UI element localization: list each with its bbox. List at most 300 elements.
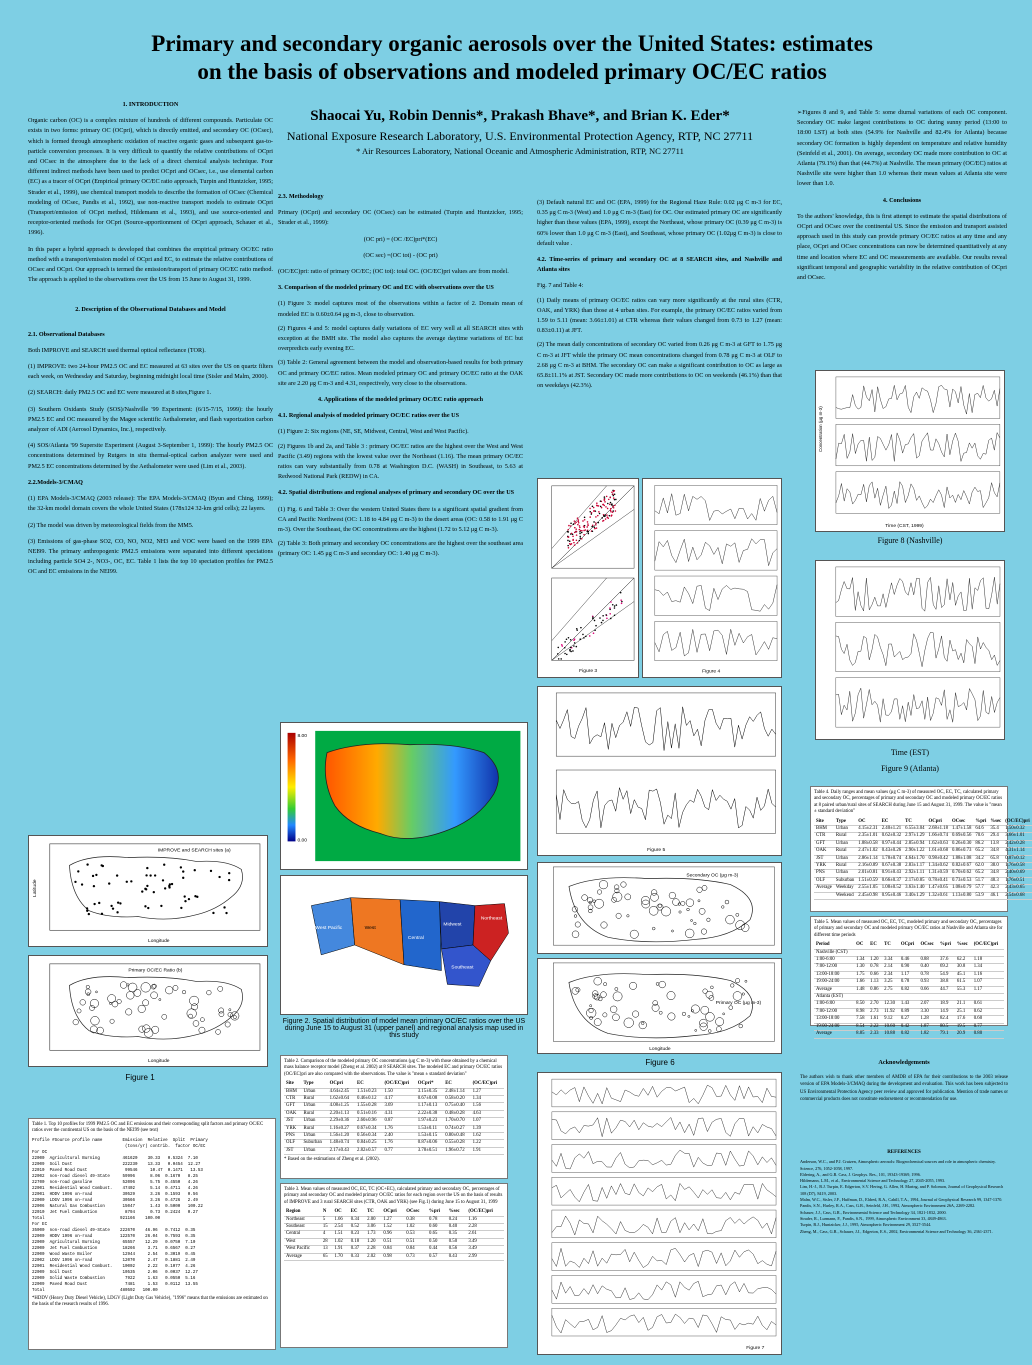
table-cell: Nashville (CST) — [814, 949, 854, 956]
table-cell: 1.73 — [365, 1231, 381, 1238]
scatter-point — [615, 510, 617, 512]
table-cell: West Pacific — [284, 1246, 321, 1253]
table-cell: 1.34 — [972, 964, 1004, 971]
table-cell: 1.56±1.20 — [328, 1133, 355, 1140]
column-header: OC — [856, 819, 879, 826]
table-cell: 1.47±0.65 — [928, 885, 948, 891]
site-marker — [100, 864, 102, 866]
table-cell: 2.86±1.14 — [858, 855, 878, 861]
table-cell — [938, 949, 955, 956]
table-cell: 1.27 — [471, 1088, 504, 1095]
figure-6a-map — [537, 862, 782, 954]
scatter-point — [594, 629, 596, 631]
table-cell: JST — [814, 855, 834, 862]
table-cell: BHM — [814, 826, 834, 833]
site-marker — [146, 885, 148, 887]
table-cell: 1.88±1.08 — [951, 855, 972, 861]
table-cell: 38.0 — [988, 863, 1003, 870]
table-cell: Urban — [301, 1103, 327, 1110]
scatter-point — [570, 639, 572, 641]
table-cell: 2.54 — [332, 1224, 348, 1231]
table-cell: 0.77 — [382, 1147, 415, 1154]
table-cell: 2.61 — [466, 1231, 504, 1238]
panel-frame — [552, 1308, 776, 1336]
table-cell: 0.88 — [918, 957, 938, 964]
scatter-point — [593, 510, 595, 512]
table-cell — [899, 949, 919, 956]
table-cell: 3.66±1.01 — [1003, 833, 1032, 840]
s23-paragraph-1: Primary (OCpri) and secondary OC (OCsec) can be estimated (Turpin and Huntzicker, 1995; Strader et al., 1999): — [278, 209, 523, 227]
scatter-point — [574, 638, 576, 640]
col3-paragraph-3: (3) Default natural EC and OC (EPA, 1999) for the Regional Haze Rule: 0.02 μg C m-3 for EC, 0.35 μg C m-3 (West) and 1.0 μg C m-3 (East) for OC. Our estimated primary OC are significantly higher than these values (EPA, 1999), except the Northeast, whose primary OC (0.39 μg C m-3) is 60% lower than 1.0 μg C m-3 (East), and Southeast, whose primary OC (1.02μg C m-3) is close to default value . — [537, 199, 782, 247]
s22-paragraph-1: (1) EPA Models-3/CMAQ (2003 release): The EPA Models-3/CMAQ (Byun and Ching, 1999); the 32-km model domain covers the whole United States (178x124 32-km grid cells); 22 layers. — [28, 495, 273, 513]
table-cell: 3.15±0.35 — [416, 1088, 443, 1095]
column-header: OC — [332, 1209, 348, 1216]
scatter-point — [573, 645, 575, 647]
table-cell: 0.73 — [404, 1253, 427, 1260]
table-cell: 10.60 — [882, 1023, 899, 1030]
figure-1a-xlabel: Longitude — [148, 939, 170, 945]
table-cell: 2.85±0.94 — [905, 840, 925, 846]
table-cell: YRK — [814, 863, 834, 870]
table-cell: 0.65 — [427, 1231, 447, 1238]
table-cell: 0.37 — [349, 1246, 365, 1253]
table-cell: 2.28 — [466, 1224, 504, 1231]
table-cell: 14.9 — [938, 1008, 955, 1015]
table-cell: Weekday — [834, 885, 856, 892]
scatter-point — [597, 522, 599, 524]
table-cell: Urban — [301, 1147, 327, 1154]
references-heading: REFERENCES — [887, 1150, 921, 1155]
scatter-point — [610, 510, 612, 512]
column-header: %sec — [955, 942, 972, 949]
scatter-point — [614, 505, 616, 507]
scatter-point — [567, 536, 569, 538]
site-marker — [182, 877, 184, 879]
scatter-point — [603, 515, 605, 517]
table-cell: 13.8 — [988, 840, 1003, 847]
table-cell: 1.34 — [471, 1096, 504, 1103]
table-cell: CTR — [814, 833, 834, 840]
table-cell: 1.32±0.61 — [928, 892, 948, 898]
table-cell: 30.8 — [955, 964, 972, 971]
scatter-point — [574, 523, 576, 525]
scatter-point — [599, 617, 601, 619]
table-cell: 2.90±1.22 — [905, 848, 925, 854]
region-midwest: Midwest — [443, 922, 462, 928]
scatter-point — [583, 637, 585, 639]
table-3 — [280, 1183, 508, 1348]
table-cell: Urban — [301, 1088, 327, 1095]
column-header: OCpri — [328, 1081, 355, 1088]
scatter-point — [606, 496, 608, 498]
scatter-point — [605, 518, 607, 520]
column-header: OCsec — [404, 1209, 427, 1216]
scatter-point — [613, 507, 615, 509]
table-cell: 18.9 — [938, 1001, 955, 1008]
table-cell: Suburban — [835, 877, 855, 883]
acknowledgements-block — [800, 1052, 1008, 1109]
column-header: EC — [349, 1209, 365, 1216]
site-marker — [164, 887, 166, 889]
table-row — [284, 1238, 504, 1245]
table-cell: 0.87 — [382, 1118, 415, 1125]
table-cell: 0.55±0.28 — [443, 1140, 470, 1147]
scatter-point — [612, 506, 614, 508]
acknowledgements-text: The authors wish to thank other members of AMDB of EPA for their contributions to the 2003 release version of EPA Models-3/CMAQ during the development and evaluation. This work has been subjected to US Environmental Protection Agency peer review and approved for publication. Mention of trade names or commercial products does not constitute endorsement or recommendation for use. — [800, 1075, 1008, 1102]
table-cell: 0.66 — [918, 986, 938, 993]
s43-paragraph-0: Fig. 7 and Table 4: — [537, 282, 584, 290]
table-cell: OLF — [284, 1140, 301, 1147]
table-cell: 0.90 — [899, 964, 919, 971]
column-header: %pri — [938, 942, 955, 949]
scatter-point — [575, 521, 577, 523]
site-marker — [93, 885, 95, 887]
table-cell: West — [284, 1238, 321, 1245]
table-cell: Rural — [301, 1096, 327, 1103]
table-row — [814, 957, 1004, 964]
table-cell: GFT — [814, 840, 834, 847]
table-cell: 2.40±0.69 — [1003, 870, 1032, 877]
figure-3-label: Figure 3 — [579, 669, 598, 675]
table-cell: 65.2 — [973, 848, 988, 855]
table-cell: 2.22 — [868, 1023, 882, 1030]
table-cell: 1.76 — [382, 1125, 415, 1132]
site-marker — [188, 898, 190, 900]
site-marker — [182, 870, 184, 872]
scatter-point — [574, 642, 576, 644]
intro-paragraph-1: Organic carbon (OC) is a complex mixture of hundreds of different compounds. Particulate OC exists in two forms: primary OC (OCpri), which is directly emitted, and secondary OC (OCsec), which is formed through atmospheric oxidation of reactive organic gases and subsequent gas-to-particle conversion processes. It is very difficult to quantify the relative contributions of OCpri and OCsec in the atmosphere due to the lack of a direct chemical analysis technique. Four different indirect methods have been used to predict OCpri and OCsec, i.e., use elemental carbon (EC) as a tracer of OCpri (Empirical primary OC/EC ratio approach, Turpin and Huntzicker, 1995; Strader et al., 1999), use chemical transport models to describe the formation of OCsec (Chemical modeling of OCsec, Pandis et al., 1992), use non-reactive transport models to estimate OCpri (Transport/emission of OCpri method, Hildemann et al., 1993), and use source-oriented and receptor-oriented methods for OCpri (Source-apportionment of OCpri approach, Schauer et al., 1996). — [28, 117, 273, 237]
figure-8-ylabel: Concentration (μg m-3) — [818, 406, 824, 452]
table-cell: 0.84 — [404, 1246, 427, 1253]
table-cell: 79.1 — [938, 1031, 955, 1038]
scatter-point — [568, 525, 570, 527]
scatter-point — [592, 616, 594, 618]
site-marker — [180, 907, 182, 909]
table-2-note: * Based on the estimations of Zheng et al. (2002). — [284, 1157, 380, 1163]
column-header: OCpri* — [416, 1081, 443, 1088]
panel-frame — [655, 621, 777, 660]
scatter-point — [609, 613, 611, 615]
scatter-point — [576, 629, 578, 631]
table-cell: 0.56±0.34 — [355, 1133, 382, 1140]
intro-paragraph-2: In this paper a hybrid approach is developed that combines the empirical primary OC/EC ratio method with a transport/emission model of OCpri and EC, to estimate the relative contributions of OCsec and OCpri. Our approach is termed the emission/transport of primary OC/EC ratio method. The approach is applied to the observations over the US from 15 June to August 31, 1999. — [28, 245, 273, 284]
table-cell: 2.73 — [868, 1008, 882, 1015]
column-header: OC — [854, 942, 868, 949]
table-cell: 2.82±0.57 — [355, 1147, 382, 1154]
table-cell: 2.55±1.05 — [858, 885, 878, 891]
table-cell: Average — [814, 1031, 854, 1038]
table-cell: 2.68±1.18 — [928, 826, 948, 832]
table-cell: OAK — [284, 1110, 301, 1117]
table-4-grid — [814, 819, 1032, 900]
col4-figures-8-9-body: Figures 8 and 9, and Table 5: some diurnal variations of each OC component. Secondary OC make largest contributions to OC during sunny period (13:00 to 18:00 LST) at both sites (54.9% for Nashville and 82.4% for Atlanta) because secondary OC formation is highly dependent on temperature and relative humidity (Seinfeld et al., 2001). On average, secondary OC made more contribution to OC at Atlanta (79.1%) than that (44.7%) at Nashville. The mean primary (OC/EC) ratios at Nashville site were higher than 1.0 whereas their mean values at Atlanta site were lower than 1.0. — [797, 109, 1007, 188]
table-cell: 13 — [321, 1246, 333, 1253]
table-cell: 2.83±1.17 — [905, 863, 925, 869]
table-cell: 34.8 — [988, 870, 1003, 877]
scatter-point — [570, 525, 572, 527]
table-cell — [899, 994, 919, 1001]
site-marker — [146, 867, 148, 869]
title-line-2: on the basis of observations and modeled primary OC/EC ratios — [197, 59, 827, 84]
scatter-point — [595, 625, 597, 627]
table-cell: 64.6 — [973, 826, 988, 833]
figure-7-timeseries — [537, 1072, 782, 1355]
table-cell: 1.13 — [868, 979, 882, 986]
table-4-caption: Table 4. Daily ranges and mean values (μg C m-3) of measured OC, EC, TC, calculated primary and secondary OC, percentages of primary and secondary OC and modeled primary OC/EC ratios at 8 paired urban/rural sites of SEARCH during June 15 and August 31, 1999. The value is "mean ± standard deviation" — [814, 790, 1003, 815]
column-header: EC — [880, 819, 903, 826]
figure-6-label: Figure 6 — [645, 1058, 675, 1067]
scatter-point — [604, 501, 606, 503]
site-marker — [194, 869, 196, 871]
table-cell: 0.51 — [381, 1238, 404, 1245]
table-cell: 0.91±0.43 — [881, 870, 902, 876]
figure-2b-svg — [281, 876, 527, 1014]
site-marker — [86, 907, 88, 909]
scatter-point — [596, 527, 598, 529]
scatter-point — [596, 504, 598, 506]
table-cell: Rural — [834, 863, 856, 870]
scatter-point — [579, 525, 581, 527]
scatter-point — [600, 500, 602, 502]
table-cell: 0.84±0.25 — [355, 1140, 382, 1147]
s3-item-2: (2) Figures 4 and 5: model captures daily variations of EC very well at all SEARCH sites with exception at the BMH site. The model also captures the average daytime variations of EC but overpredicts early evening EC. — [278, 324, 523, 353]
scatter-point — [596, 502, 598, 504]
table-cell: 4.08±1.25 — [328, 1103, 355, 1110]
site-marker — [93, 903, 95, 905]
table-cell: Central — [284, 1231, 321, 1238]
figure-1b-xlabel: Longitude — [148, 1059, 170, 1065]
table-cell: 3.30 — [918, 1008, 938, 1015]
table-cell: 0.50 — [447, 1238, 467, 1245]
column-header: %pri — [427, 1209, 447, 1216]
table-cell: 0.33 — [349, 1253, 365, 1260]
scatter-point — [579, 536, 581, 538]
table-cell: 0.61 — [972, 1001, 1004, 1008]
table-cell: 2.42±0.28 — [1003, 840, 1032, 847]
scatter-point — [613, 495, 615, 497]
table-cell: 2.01±0.81 — [858, 870, 878, 876]
figure-7-label: Figure 7 — [746, 1345, 765, 1351]
table-cell: 0.87±0.06 — [416, 1140, 443, 1147]
scatter-point — [610, 502, 612, 504]
table-cell: 11.92 — [882, 1008, 899, 1015]
references-block — [800, 1150, 1008, 1235]
table-cell: 0.89 — [899, 1008, 919, 1015]
table-cell: 1.66 — [854, 979, 868, 986]
table-cell: 61.5 — [955, 979, 972, 986]
column-header: OCpri — [899, 942, 919, 949]
section-2-3-heading: 2.3. Methodology — [278, 193, 324, 200]
table-cell: 38.8 — [938, 979, 955, 986]
table-cell: 0.46 — [899, 957, 919, 964]
table-cell: 1.88±0.58 — [858, 840, 878, 846]
scatter-point — [614, 499, 616, 501]
table-cell: 0.74±0.27 — [443, 1125, 470, 1132]
figure-4-timeseries — [642, 478, 782, 678]
figure-8-svg — [816, 371, 1004, 531]
figure-8-caption: Figure 8 (Nashville) — [877, 536, 943, 545]
table-cell: 3.78±0.51 — [416, 1147, 443, 1154]
figure-8-xlabel: Time (CST, 1999) — [885, 524, 924, 530]
table-row — [814, 1001, 1004, 1008]
scatter-point — [589, 508, 591, 510]
reference-item: Turpin, B.J., Huntzicker, J.J., 1995, Atmospheric Environment 29, 3527-3544. — [800, 1222, 932, 1228]
table-cell: 1.43 — [899, 1001, 919, 1008]
table-cell: 54.9 — [938, 971, 955, 978]
table-cell: 0.35 — [447, 1231, 467, 1238]
scatter-point — [557, 653, 559, 655]
table-cell: 0.67±0.08 — [416, 1096, 443, 1103]
table-cell: Southeast — [284, 1224, 321, 1231]
reference-item: Eldering, A., and G.R. Cass, J. Geophys. Res., 101, 19343-19369, 1996. — [800, 1171, 921, 1177]
scatter-point — [611, 515, 613, 517]
table-cell: 0.80 — [972, 1031, 1004, 1038]
scatter-point — [607, 516, 609, 518]
scatter-point — [599, 513, 601, 515]
table-row — [814, 986, 1004, 993]
figure-9-svg — [816, 561, 1004, 739]
equation-1: (OC pri) = (OC /EC)pri*(EC) — [363, 235, 438, 243]
scatter-point — [573, 523, 575, 525]
table-row — [814, 1008, 1004, 1015]
column-header: Site — [814, 819, 834, 826]
table-cell: Average — [284, 1253, 321, 1260]
site-marker — [153, 891, 155, 893]
table-5-caption: Table 5. Mean values of measured OC, EC, TC, modeled primary and secondary OC, percentages of primary and secondary OC and modeled primary OC/EC ratios at Nashville and Atlanta site for different time periods — [814, 920, 1003, 938]
panel-frame — [655, 531, 777, 570]
scatter-point — [616, 604, 618, 606]
table-cell: Suburban — [301, 1140, 327, 1147]
table-cell: 2.16±0.89 — [858, 863, 878, 869]
column-3 — [537, 198, 782, 395]
table-cell — [972, 994, 1004, 1001]
scatter-point — [601, 517, 603, 519]
table-cell: 0.62 — [972, 1008, 1004, 1015]
scatter-point — [561, 644, 563, 646]
table-cell: Rural — [301, 1125, 327, 1132]
site-marker — [218, 876, 220, 878]
table-1 — [28, 1118, 276, 1350]
scatter-point — [598, 505, 600, 507]
scatter-point — [593, 632, 595, 634]
table-cell: GFT — [284, 1103, 301, 1110]
table-cell: 2.33 — [868, 1031, 882, 1038]
scatter-point — [584, 519, 586, 521]
table-cell: 2.75 — [882, 986, 899, 993]
scatter-point — [594, 528, 596, 530]
scatter-point — [614, 614, 616, 616]
scatter-point — [572, 533, 574, 535]
column-header: %sec — [990, 818, 1002, 824]
table-cell: 1.08±0.79 — [951, 885, 972, 891]
table-row — [814, 971, 1004, 978]
conclusions-heading: 4. Conclusions — [882, 196, 922, 204]
region-northeast: Northeast — [480, 916, 503, 922]
table-cell: 4.31 — [382, 1110, 415, 1117]
table-cell: 0.51 — [404, 1238, 427, 1245]
site-marker — [149, 874, 151, 876]
table-cell: 1.13±0.80 — [951, 892, 972, 898]
scatter-point — [581, 532, 583, 534]
table-1-ec-body: For EC 35000 non-road diesel 49-State 222670 46.96 0.7412 0.35 22000 HDDV 1996 on-road 122570 26.04 0.7593 0.35 22000 Agricultural Burning 65557 12.29 0.0750 7.10 22000 Jet Fuel Combustion 18266 3.71 0.6567 0.27 22000 Wood Waste Boiler 12944 2.54 0.3019 0.45 22002 LDGV 1996 on-road 12070 2.47 0.1881 2.49 22001 Residential Wood Combust. 10002 2.22 0.1077 4.26 22009 Soil Dust 10535 2.06 0.0037 12.27 22000 Solid Waste Combustion 7922 1.63 0.0550 5.16 22009 Paved Road Dust 7481 1.53 0.0112 13.55 Total 480592 100.00 — [32, 1222, 198, 1293]
scatter-point — [598, 511, 600, 513]
table-cell: 70.6 — [973, 833, 988, 840]
site-marker — [98, 902, 100, 904]
section-2-2-heading: 2.2.Models-3/CMAQ — [28, 478, 83, 486]
site-marker — [74, 881, 76, 883]
scatter-point — [605, 506, 607, 508]
column-header: TC — [365, 1209, 381, 1216]
site-marker — [144, 905, 146, 907]
table-row — [284, 1125, 504, 1132]
scatter-point — [595, 522, 597, 524]
table-cell: 80.5 — [938, 1023, 955, 1030]
table-row — [284, 1118, 504, 1125]
scatter-point — [595, 524, 597, 526]
table-cell: 2.17±0.43 — [328, 1147, 355, 1154]
column-2 — [278, 186, 523, 564]
table-cell: 7:00-12:00 — [814, 964, 854, 971]
site-marker — [110, 905, 112, 907]
scatter-point — [612, 604, 614, 606]
scatter-point — [594, 620, 596, 622]
panel-frame — [552, 1210, 776, 1238]
table-cell: 19:00-24:00 — [814, 1023, 854, 1030]
table-cell: 4.17 — [382, 1096, 415, 1103]
table-cell: 1.62±0.64 — [328, 1096, 355, 1103]
scatter-point — [595, 516, 597, 518]
table-cell: 0.42 — [899, 1023, 919, 1030]
scatter-point — [612, 510, 614, 512]
scatter-point — [580, 627, 582, 629]
table-cell: 19:00-24:00 — [814, 979, 854, 986]
table-cell: 17.6 — [955, 1016, 972, 1023]
site-marker — [116, 911, 118, 913]
figure-8-nashville — [815, 370, 1005, 532]
table-cell: 3.49 — [466, 1246, 504, 1253]
scatter-point — [608, 499, 610, 501]
table-cell: 3.25 — [882, 979, 899, 986]
reference-item: Malm, W.C., Sisler, J.F., Huffman, D., Eldred, R.A., Cahill, T.A., 1994, Journal of Geophysical Research 99, 1347-1370. — [800, 1197, 1003, 1203]
table-row — [814, 994, 1004, 1001]
s21-paragraph-2: (2) SEARCH: daily PM2.5 OC and EC were measured at 8 sites,Figure 1. — [28, 389, 212, 397]
table-row — [284, 1133, 504, 1140]
table-1-oc-body: Profile #Source profile name Emission Relative Split Primary (tons/yr) contrib. factor OC/EC For OC 22000 Agricultural Burning 461620 30.33 0.5324 7.10 22009 Soil Dust 222230 13.33 0.0454 12.27 22010 Paved Road Dust 99546 10.47 0.1471 13.53 22002 non-road diesel 49-State 59996 8.06 0.1670 8.25 22700 non-road gasoline 52096 5.75 0.4550 4.26 22001 Residential Wood Combust. 47402 5.14 0.4711 4.26 22001 HDDV 1996 on-road 30529 3.26 0.1593 0.56 22000 LDGV 1996 on-road 30566 3.26 0.4726 2.49 22006 Natural Gas Combustion 15047 1.43 0.5000 100.22 22010 Jet Fuel Combustion 8794 0.73 0.2424 0.27 Total 921166 100.00 — [32, 1138, 208, 1221]
panel-frame — [552, 1079, 776, 1107]
table-cell: Rural — [301, 1110, 327, 1117]
site-marker — [112, 907, 114, 909]
table-4 — [810, 786, 1030, 912]
scatter-point — [609, 504, 611, 506]
column-header: OCpri — [381, 1209, 404, 1216]
table-cell: 51.7 — [973, 877, 988, 884]
table-cell: 1.76±0.58 — [1003, 863, 1032, 870]
scatter-point — [621, 601, 623, 603]
column-header: TC — [903, 819, 926, 826]
table-cell: 1.55±0.28 — [355, 1103, 382, 1110]
table-cell: 2.40 — [382, 1133, 415, 1140]
table-cell: 20.9 — [955, 1031, 972, 1038]
table-cell: 1.02 — [332, 1238, 348, 1245]
table-cell: 0.82 — [899, 986, 919, 993]
table-cell: 1.16 — [972, 971, 1004, 978]
table-cell: 2.20±1.13 — [328, 1110, 355, 1117]
table-cell: 21.1 — [955, 1001, 972, 1008]
panel-frame — [552, 1275, 776, 1303]
table-cell: 6.55±3.04 — [905, 826, 925, 832]
scatter-point — [558, 658, 560, 660]
